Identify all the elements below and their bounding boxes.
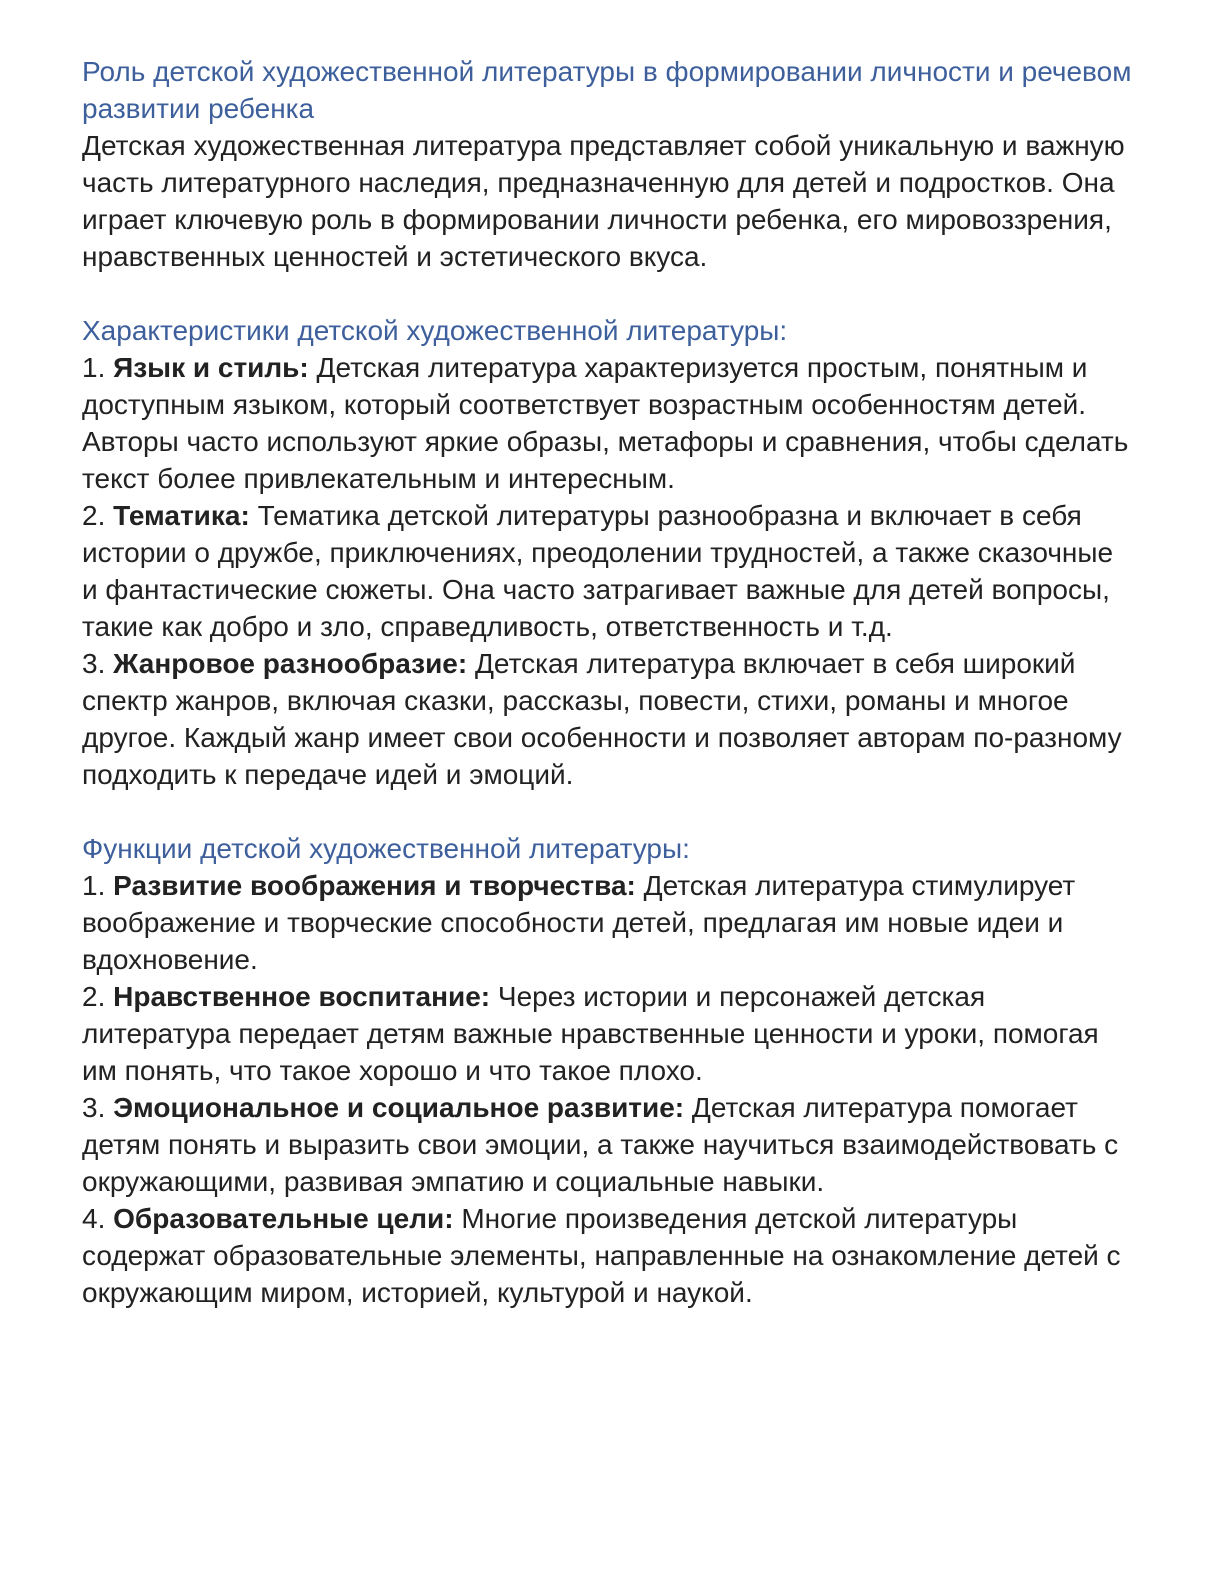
section-heading: Характеристики детской художественной литературы: [82, 315, 788, 346]
list-item [82, 978, 1136, 1089]
item-term: Тематика: [113, 500, 250, 531]
item-term: Развитие воображения и творчества: [113, 870, 636, 901]
item-text: Тематика детской литературы разнообразна и включает в себя истории о дружбе, приключениях, преодолении трудностей, а также сказочные и фантастические сюжеты. Она часто затрагивает важные для детей вопросы, такие как добро и зло, справедливость, ответственность и т.д. [82, 500, 1114, 642]
list-item [82, 349, 1136, 497]
intro-paragraph: Детская художественная литература представляет собой уникальную и важную часть литературного наследия, предназначенную для детей и подростков. Она играет ключевую роль в формировании личности ребенка, его мировоззрения, нравственных ценностей и эстетического вкуса. [82, 130, 1125, 272]
list-item [82, 867, 1136, 978]
section-heading: Функции детской художественной литературы: [82, 833, 690, 864]
item-number: 2. [82, 500, 106, 531]
item-term: Нравственное воспитание: [113, 981, 491, 1012]
item-term: Язык и стиль: [113, 352, 309, 383]
item-term: Жанровое разнообразие: [113, 648, 468, 679]
item-text: Через истории и персонажей детская литература передает детям важные нравственные ценности и уроки, помогая им понять, что такое хорошо и что такое плохо. [82, 981, 1099, 1086]
list-item [82, 645, 1136, 793]
item-text: Детская литература помогает детям понять и выразить свои эмоции, а также научиться взаимодействовать с окружающими, развивая эмпатию и социальные навыки. [82, 1092, 1119, 1197]
item-text: Многие произведения детской литературы содержат образовательные элементы, направленные на ознакомление детей с окружающим миром, историей, культурой и наукой. [82, 1203, 1121, 1308]
item-term: Эмоциональное и социальное развитие: [113, 1092, 685, 1123]
item-text: Детская литература стимулирует воображение и творческие способности детей, предлагая им новые идеи и вдохновение. [82, 870, 1076, 975]
document-title: Роль детской художественной литературы в формировании личности и речевом развитии ребенка [82, 56, 1132, 124]
item-number: 2. [82, 981, 106, 1012]
list-item [82, 1200, 1136, 1311]
item-term: Образовательные цели: [113, 1203, 454, 1234]
item-text: Детская литература включает в себя широкий спектр жанров, включая сказки, рассказы, повести, стихи, романы и многое другое. Каждый жанр имеет свои особенности и позволяет авторам по-разному подходить к передаче идей и эмоций. [82, 648, 1122, 790]
list-item [82, 497, 1136, 645]
item-text: Детская литература характеризуется простым, понятным и доступным языком, который соответствует возрастным особенностям детей. Авторы часто используют яркие образы, метафоры и сравнения, чтобы сделать текст более привлекательным и интересным. [82, 352, 1129, 494]
item-number: 3. [82, 648, 106, 679]
item-number: 3. [82, 1092, 106, 1123]
item-number: 4. [82, 1203, 106, 1234]
item-number: 1. [82, 352, 106, 383]
list-item [82, 1089, 1136, 1200]
item-number: 1. [82, 870, 106, 901]
section-functions [82, 830, 1136, 1311]
section-characteristics [82, 312, 1136, 793]
